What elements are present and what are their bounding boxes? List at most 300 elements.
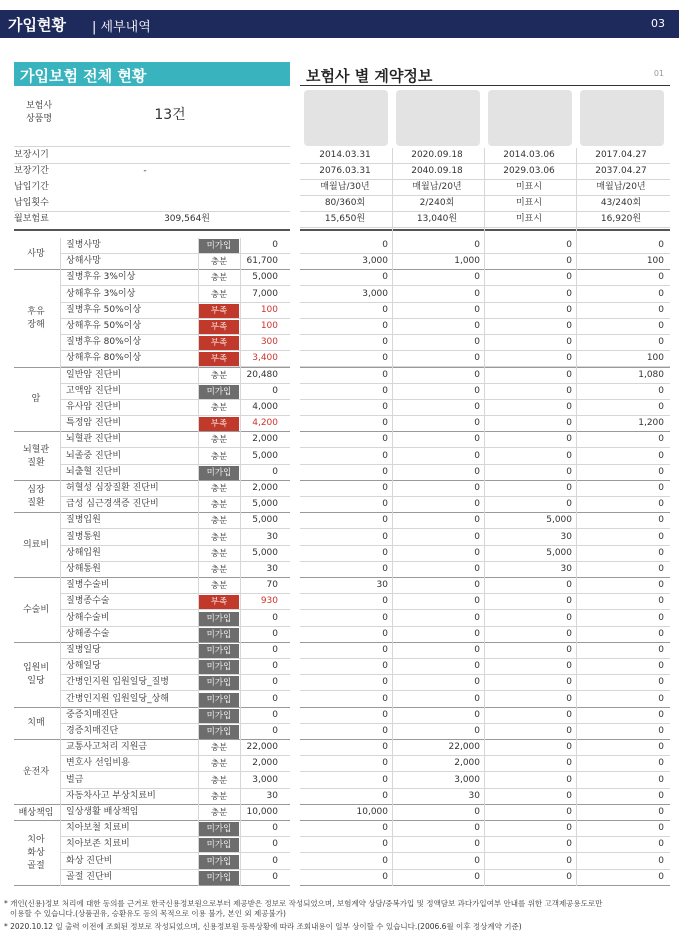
company-amount: 1,000 bbox=[454, 256, 480, 266]
company-amount: 0 bbox=[566, 418, 572, 428]
company-amount: 0 bbox=[658, 467, 664, 477]
coverage-amount: 5,000 bbox=[252, 272, 278, 282]
company-amount: 0 bbox=[382, 839, 388, 849]
summary-cell: 2076.03.31 bbox=[319, 166, 371, 176]
status-badge: 충분 bbox=[210, 549, 228, 559]
coverage-amount: 0 bbox=[272, 694, 278, 704]
company-amount: 0 bbox=[382, 532, 388, 542]
company-amount: 0 bbox=[566, 337, 572, 347]
coverage-item: 자동차사고 부상치료비 bbox=[66, 791, 156, 801]
company-amount: 0 bbox=[566, 402, 572, 412]
company-amount: 0 bbox=[474, 240, 480, 250]
company-amount: 3,000 bbox=[362, 256, 388, 266]
company-name-placeholder bbox=[396, 90, 480, 146]
company-amount: 0 bbox=[382, 240, 388, 250]
coverage-amount: 10,000 bbox=[246, 807, 278, 817]
company-amount: 0 bbox=[474, 645, 480, 655]
section-separator bbox=[14, 229, 290, 231]
coverage-amount: 0 bbox=[272, 613, 278, 623]
page-subtitle: | 세부내역 bbox=[92, 20, 151, 35]
company-amount: 0 bbox=[382, 726, 388, 736]
status-badge: 충분 bbox=[210, 776, 228, 786]
company-amount: 0 bbox=[658, 677, 664, 687]
company-amount: 0 bbox=[382, 596, 388, 606]
summary-cell: 2017.04.27 bbox=[595, 150, 647, 160]
row-divider bbox=[300, 447, 670, 448]
company-amount: 0 bbox=[474, 289, 480, 299]
footnote-line: * 2020.10.12 일 출력 이전에 조회된 정보로 작성되었으며, 신용정보원 등록상황에 따라 조회내용이 일부 상이할 수 있습니다.(2006.6월 이후 정상계약 기준) bbox=[4, 922, 522, 931]
status-badge: 미가입 bbox=[199, 676, 239, 690]
company-amount: 0 bbox=[474, 337, 480, 347]
coverage-amount: 5,000 bbox=[252, 548, 278, 558]
coverage-item: 고액암 진단비 bbox=[66, 386, 122, 396]
row-divider bbox=[60, 690, 290, 691]
summary-cell: 2/240회 bbox=[419, 198, 455, 208]
right-page-number: 01 bbox=[653, 69, 664, 78]
status-badge: 충분 bbox=[210, 484, 228, 494]
company-amount: 0 bbox=[658, 775, 664, 785]
status-badge: 미가입 bbox=[199, 725, 239, 739]
company-amount: 0 bbox=[658, 839, 664, 849]
company-amount: 0 bbox=[658, 272, 664, 282]
status-badge: 부족 bbox=[199, 336, 239, 350]
company-amount: 0 bbox=[658, 434, 664, 444]
divider bbox=[14, 211, 290, 212]
company-amount: 0 bbox=[474, 677, 480, 687]
coverage-amount red-t: 300 bbox=[260, 337, 278, 347]
coverage-amount: 0 bbox=[272, 240, 278, 250]
coverage-item: 벌금 bbox=[66, 775, 84, 785]
company-amount: 0 bbox=[382, 742, 388, 752]
company-amount: 0 bbox=[658, 499, 664, 509]
coverage-item: 상해통원 bbox=[66, 564, 101, 574]
coverage-amount: 0 bbox=[272, 661, 278, 671]
coverage-amount red-t: 4,200 bbox=[252, 418, 278, 428]
status-badge: 부족 bbox=[199, 352, 239, 366]
company-amount: 30 bbox=[376, 580, 388, 590]
company-amount: 0 bbox=[658, 726, 664, 736]
company-amount: 0 bbox=[382, 629, 388, 639]
coverage-amount: 30 bbox=[266, 791, 278, 801]
company-amount: 0 bbox=[658, 548, 664, 558]
company-amount: 30 bbox=[468, 791, 480, 801]
company-amount: 0 bbox=[658, 856, 664, 866]
coverage-amount red-t: 100 bbox=[260, 305, 278, 315]
company-amount: 0 bbox=[382, 775, 388, 785]
status-badge: 부족 bbox=[199, 304, 239, 318]
group-label: 뇌혈관 질환 bbox=[22, 444, 50, 468]
company-amount: 0 bbox=[658, 402, 664, 412]
row-divider bbox=[60, 609, 290, 610]
company-amount: 0 bbox=[474, 467, 480, 477]
company-amount: 3,000 bbox=[362, 289, 388, 299]
company-amount: 0 bbox=[658, 515, 664, 525]
company-amount: 0 bbox=[658, 532, 664, 542]
company-amount: 0 bbox=[474, 807, 480, 817]
company-amount: 0 bbox=[382, 791, 388, 801]
company-amount: 0 bbox=[382, 386, 388, 396]
coverage-item: 간병인지원 입원일당_질병 bbox=[66, 677, 169, 687]
coverage-item: 치아보철 치료비 bbox=[66, 823, 130, 833]
company-amount: 0 bbox=[658, 742, 664, 752]
company-amount: 100 bbox=[646, 256, 664, 266]
coverage-item: 뇌졸중 진단비 bbox=[66, 451, 122, 461]
company-amount: 0 bbox=[658, 596, 664, 606]
summary-row-label: 보장시기 bbox=[14, 150, 49, 160]
company-amount: 0 bbox=[382, 548, 388, 558]
company-amount: 0 bbox=[474, 661, 480, 671]
coverage-amount: 5,000 bbox=[252, 515, 278, 525]
company-amount: 0 bbox=[658, 337, 664, 347]
company-amount: 0 bbox=[382, 483, 388, 493]
coverage-item: 뇌혈관 진단비 bbox=[66, 434, 122, 444]
company-amount: 0 bbox=[566, 305, 572, 315]
group-label: 치아 화상 골절 bbox=[27, 835, 45, 872]
company-amount: 0 bbox=[658, 629, 664, 639]
group-label: 배상책임 bbox=[18, 807, 54, 818]
company-amount: 0 bbox=[658, 564, 664, 574]
company-name-placeholder bbox=[488, 90, 572, 146]
coverage-amount: 0 bbox=[272, 710, 278, 720]
company-amount: 0 bbox=[566, 370, 572, 380]
coverage-amount red-t: 930 bbox=[260, 596, 278, 606]
coverage-item: 상해후유 50%이상 bbox=[66, 321, 142, 331]
coverage-amount: 3,000 bbox=[252, 775, 278, 785]
summary-cell: 매월납/30년 bbox=[320, 182, 370, 192]
status-badge: 충분 bbox=[210, 581, 228, 591]
company-amount: 0 bbox=[382, 370, 388, 380]
company-amount: 0 bbox=[658, 823, 664, 833]
company-amount: 0 bbox=[566, 596, 572, 606]
summary-cell: 미표시 bbox=[515, 182, 543, 192]
company-amount: 0 bbox=[382, 305, 388, 315]
coverage-item: 일반암 진단비 bbox=[66, 370, 122, 380]
page-title: 가입현황 bbox=[8, 16, 66, 34]
company-amount: 0 bbox=[566, 758, 572, 768]
company-amount: 0 bbox=[658, 758, 664, 768]
status-badge: 부족 bbox=[199, 320, 239, 334]
status-badge: 미가입 bbox=[199, 871, 239, 885]
company-amount: 0 bbox=[474, 402, 480, 412]
coverage-amount: 2,000 bbox=[252, 758, 278, 768]
group-divider bbox=[300, 885, 670, 886]
company-amount: 0 bbox=[566, 386, 572, 396]
company-amount: 0 bbox=[474, 483, 480, 493]
row-divider bbox=[300, 771, 670, 772]
company-amount: 0 bbox=[382, 564, 388, 574]
summary-cell: 미표시 bbox=[515, 214, 543, 224]
company-amount: 0 bbox=[658, 645, 664, 655]
summary-cell: 2040.09.18 bbox=[411, 166, 463, 176]
company-amount: 0 bbox=[474, 856, 480, 866]
divider bbox=[14, 163, 290, 164]
company-amount: 0 bbox=[566, 353, 572, 363]
company-amount: 0 bbox=[382, 872, 388, 882]
row-divider bbox=[60, 852, 290, 853]
coverage-item: 질병일당 bbox=[66, 645, 101, 655]
company-amount: 0 bbox=[566, 775, 572, 785]
summary-cell: 2014.03.31 bbox=[319, 150, 371, 160]
company-amount: 0 bbox=[474, 499, 480, 509]
coverage-item: 질병사망 bbox=[66, 240, 101, 250]
status-badge: 미가입 bbox=[199, 628, 239, 642]
company-amount: 0 bbox=[566, 694, 572, 704]
company-amount: 0 bbox=[474, 548, 480, 558]
company-amount: 0 bbox=[566, 240, 572, 250]
status-badge: 미가입 bbox=[199, 644, 239, 658]
company-amount: 0 bbox=[474, 613, 480, 623]
status-badge: 충분 bbox=[210, 257, 228, 267]
company-amount: 0 bbox=[658, 694, 664, 704]
company-amount: 0 bbox=[566, 791, 572, 801]
row-divider bbox=[60, 528, 290, 529]
company-label: 보험사 상품명 bbox=[25, 101, 53, 124]
status-badge: 미가입 bbox=[199, 709, 239, 723]
row-divider bbox=[300, 690, 670, 691]
coverage-item: 일상생활 배상책임 bbox=[66, 807, 139, 817]
company-amount: 0 bbox=[382, 434, 388, 444]
company-amount: 0 bbox=[658, 807, 664, 817]
coverage-amount: 0 bbox=[272, 467, 278, 477]
coverage-amount: 0 bbox=[272, 856, 278, 866]
summary-cell: 16,920원 bbox=[600, 214, 642, 224]
company-amount: 0 bbox=[658, 710, 664, 720]
company-amount: 0 bbox=[566, 451, 572, 461]
company-amount: 0 bbox=[474, 532, 480, 542]
company-amount: 0 bbox=[658, 791, 664, 801]
coverage-amount: 2,000 bbox=[252, 483, 278, 493]
company-amount: 0 bbox=[382, 402, 388, 412]
status-badge: 충분 bbox=[210, 371, 228, 381]
summary-cell: 미표시 bbox=[515, 198, 543, 208]
coverage-amount: 0 bbox=[272, 872, 278, 882]
group-label: 운전자 bbox=[22, 767, 50, 778]
company-amount: 0 bbox=[474, 564, 480, 574]
summary-cell: 80/360회 bbox=[324, 198, 366, 208]
summary-row-label: 납입횟수 bbox=[14, 198, 49, 208]
status-badge: 충분 bbox=[210, 743, 228, 753]
company-amount: 0 bbox=[382, 856, 388, 866]
coverage-item: 급성 심근경색증 진단비 bbox=[66, 499, 159, 509]
coverage-item: 경증치매진단 bbox=[66, 726, 119, 736]
coverage-item: 뇌출혈 진단비 bbox=[66, 467, 122, 477]
coverage-item: 질병후유 3%이상 bbox=[66, 272, 136, 282]
company-amount: 0 bbox=[566, 321, 572, 331]
company-amount: 0 bbox=[382, 677, 388, 687]
company-amount: 0 bbox=[382, 499, 388, 509]
company-amount: 0 bbox=[658, 872, 664, 882]
coverage-item: 교통사고처리 지원금 bbox=[66, 742, 148, 752]
coverage-item: 특정암 진단비 bbox=[66, 418, 122, 428]
summary-cell: 43/240회 bbox=[600, 198, 642, 208]
summary-cell: 2014.03.06 bbox=[503, 150, 555, 160]
summary-cell: 13,040원 bbox=[416, 214, 458, 224]
left-section-title: 가입보험 전체 현황 bbox=[14, 62, 290, 86]
column-line bbox=[198, 238, 199, 886]
company-amount: 30 bbox=[560, 532, 572, 542]
company-amount: 0 bbox=[382, 353, 388, 363]
page-number: 03 bbox=[651, 17, 665, 30]
coverage-item: 상해종수술 bbox=[66, 629, 110, 639]
coverage-amount: 30 bbox=[266, 532, 278, 542]
company-amount: 0 bbox=[382, 613, 388, 623]
column-line bbox=[576, 148, 577, 886]
summary-cell: 매월납/20년 bbox=[412, 182, 462, 192]
company-amount: 0 bbox=[658, 613, 664, 623]
coverage-amount: 22,000 bbox=[246, 742, 278, 752]
status-badge: 부족 bbox=[199, 417, 239, 431]
company-amount: 0 bbox=[566, 272, 572, 282]
section-separator bbox=[300, 229, 670, 231]
group-label: 후유 장해 bbox=[27, 306, 45, 330]
company-amount: 0 bbox=[566, 256, 572, 266]
company-amount: 10,000 bbox=[356, 807, 388, 817]
company-amount: 0 bbox=[658, 661, 664, 671]
company-amount: 0 bbox=[382, 467, 388, 477]
company-amount: 0 bbox=[474, 272, 480, 282]
coverage-amount: 0 bbox=[272, 386, 278, 396]
coverage-item: 간병인지원 입원일당_상해 bbox=[66, 694, 169, 704]
company-name-placeholder bbox=[580, 90, 664, 146]
company-amount: 0 bbox=[658, 580, 664, 590]
company-amount: 0 bbox=[566, 807, 572, 817]
company-amount: 0 bbox=[474, 839, 480, 849]
status-badge: 충분 bbox=[210, 533, 228, 543]
coverage-item: 상해사망 bbox=[66, 256, 101, 266]
summary-row-label: 납입기간 bbox=[14, 182, 49, 192]
coverage-amount: 5,000 bbox=[252, 499, 278, 509]
coverage-amount: 70 bbox=[266, 580, 278, 590]
row-divider bbox=[300, 285, 670, 286]
company-amount: 0 bbox=[474, 370, 480, 380]
status-badge: 충분 bbox=[210, 565, 228, 575]
company-amount: 3,000 bbox=[454, 775, 480, 785]
coverage-item: 상해수술비 bbox=[66, 613, 110, 623]
status-badge: 미가입 bbox=[199, 822, 239, 836]
company-amount: 0 bbox=[658, 289, 664, 299]
contract-count: 13건 bbox=[154, 107, 186, 123]
group-label: 심장 질환 bbox=[27, 485, 45, 509]
group-label: 치매 bbox=[27, 718, 45, 729]
company-amount: 0 bbox=[474, 353, 480, 363]
summary-cell: 2020.09.18 bbox=[411, 150, 463, 160]
row-divider bbox=[300, 528, 670, 529]
column-line bbox=[392, 148, 393, 886]
company-amount: 0 bbox=[382, 823, 388, 833]
company-amount: 0 bbox=[474, 515, 480, 525]
status-badge: 미가입 bbox=[199, 855, 239, 869]
row-divider bbox=[300, 852, 670, 853]
status-badge: 미가입 bbox=[199, 838, 239, 852]
footnote-line: * 개인(신용)정보 처리에 대한 동의를 근거로 한국신용정보원으로부터 제공받은 정보로 작성되었으며, 보험계약 상담/중복가입 및 정액담보 과다가입여부 안내를 위한 고객제공용도로만 bbox=[4, 899, 603, 908]
coverage-item: 질병후유 80%이상 bbox=[66, 337, 142, 347]
group-label: 입원비 일당 bbox=[22, 663, 50, 687]
right-title-text: 보험사 별 계약정보 bbox=[306, 67, 433, 85]
coverage-item: 질병종수술 bbox=[66, 596, 110, 606]
company-amount: 0 bbox=[474, 710, 480, 720]
company-amount: 0 bbox=[566, 823, 572, 833]
status-badge: 충분 bbox=[210, 435, 228, 445]
summary-cell: 2029.03.06 bbox=[503, 166, 555, 176]
status-badge: 미가입 bbox=[199, 693, 239, 707]
coverage-item: 화상 진단비 bbox=[66, 856, 113, 866]
coverage-item: 상해후유 80%이상 bbox=[66, 353, 142, 363]
coverage-item: 허혈성 심장질환 진단비 bbox=[66, 483, 159, 493]
company-amount: 0 bbox=[382, 337, 388, 347]
company-amount: 0 bbox=[658, 451, 664, 461]
company-amount: 1,080 bbox=[638, 370, 664, 380]
company-amount: 0 bbox=[382, 710, 388, 720]
coverage-item: 상해후유 3%이상 bbox=[66, 289, 136, 299]
company-amount: 0 bbox=[474, 726, 480, 736]
company-amount: 0 bbox=[566, 677, 572, 687]
coverage-amount: 0 bbox=[272, 629, 278, 639]
company-amount: 0 bbox=[566, 726, 572, 736]
summary-cell: 매월납/20년 bbox=[596, 182, 646, 192]
coverage-amount red-t: 3,400 bbox=[252, 353, 278, 363]
coverage-amount: 0 bbox=[272, 677, 278, 687]
company-amount: 100 bbox=[646, 353, 664, 363]
coverage-item: 질병입원 bbox=[66, 515, 101, 525]
company-amount: 0 bbox=[566, 580, 572, 590]
coverage-item: 상해입원 bbox=[66, 548, 101, 558]
company-name-placeholder bbox=[304, 90, 388, 146]
company-amount: 0 bbox=[566, 856, 572, 866]
company-amount: 2,000 bbox=[454, 758, 480, 768]
row-divider bbox=[300, 609, 670, 610]
status-badge: 미가입 bbox=[199, 466, 239, 480]
status-badge: 충분 bbox=[210, 452, 228, 462]
company-amount: 0 bbox=[566, 499, 572, 509]
status-badge: 미가입 bbox=[199, 239, 239, 253]
company-amount: 0 bbox=[382, 694, 388, 704]
company-amount: 0 bbox=[474, 321, 480, 331]
summary-row-total: - bbox=[143, 166, 147, 176]
status-badge: 부족 bbox=[199, 595, 239, 609]
status-badge: 충분 bbox=[210, 516, 228, 526]
group-label: 수술비 bbox=[22, 605, 50, 616]
coverage-amount: 5,000 bbox=[252, 451, 278, 461]
status-badge: 미가입 bbox=[199, 660, 239, 674]
coverage-amount: 2,000 bbox=[252, 434, 278, 444]
company-amount: 0 bbox=[382, 661, 388, 671]
company-amount: 0 bbox=[566, 661, 572, 671]
group-label: 암 bbox=[31, 394, 41, 405]
coverage-item: 질병통원 bbox=[66, 532, 101, 542]
coverage-amount: 0 bbox=[272, 823, 278, 833]
status-badge: 충분 bbox=[210, 500, 228, 510]
divider bbox=[14, 146, 290, 147]
group-label: 사망 bbox=[27, 248, 45, 259]
summary-row-label: 월보험료 bbox=[14, 214, 49, 224]
company-amount: 1,200 bbox=[638, 418, 664, 428]
company-amount: 22,000 bbox=[448, 742, 480, 752]
company-amount: 0 bbox=[382, 758, 388, 768]
company-amount: 0 bbox=[382, 645, 388, 655]
company-amount: 0 bbox=[566, 467, 572, 477]
coverage-amount: 20,480 bbox=[246, 370, 278, 380]
company-amount: 0 bbox=[566, 710, 572, 720]
company-amount: 0 bbox=[474, 580, 480, 590]
company-amount: 5,000 bbox=[546, 548, 572, 558]
coverage-item: 질병수술비 bbox=[66, 580, 110, 590]
divider bbox=[300, 227, 670, 228]
company-amount: 0 bbox=[566, 483, 572, 493]
right-section-title bbox=[300, 62, 670, 86]
column-line bbox=[60, 238, 61, 886]
company-amount: 0 bbox=[474, 596, 480, 606]
company-amount: 0 bbox=[382, 418, 388, 428]
